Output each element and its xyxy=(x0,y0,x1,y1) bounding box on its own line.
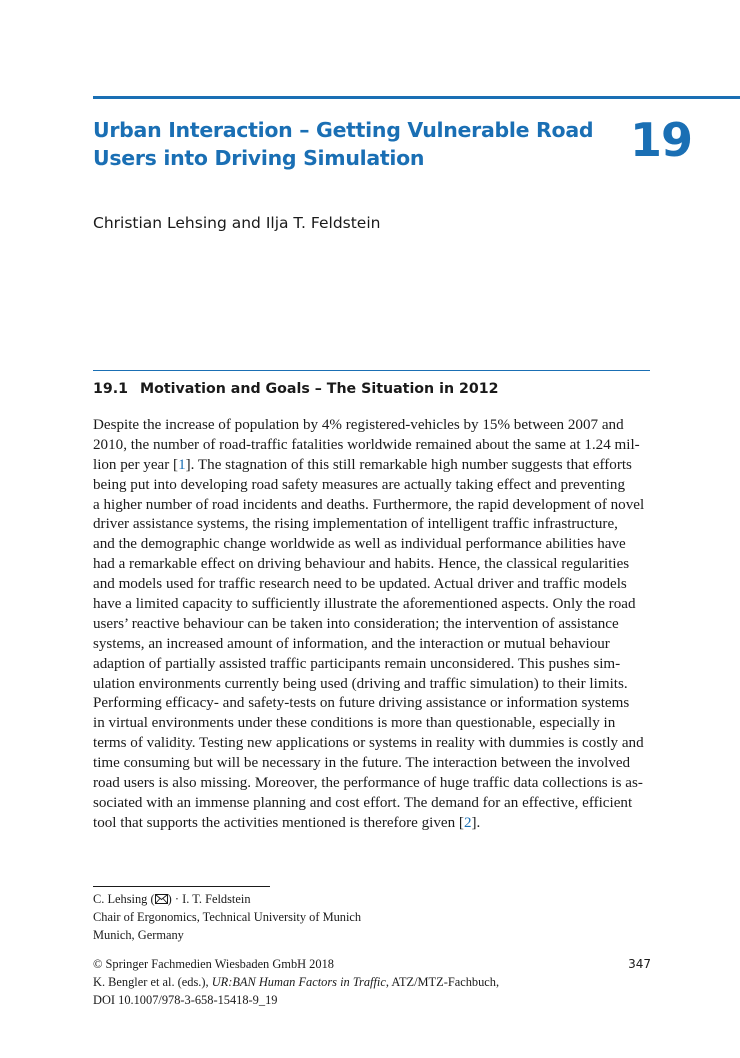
chapter-number: 19 xyxy=(629,113,692,167)
author-footnote xyxy=(93,890,361,944)
section-heading xyxy=(93,378,498,400)
footnote-author-2: I. T. Feldstein xyxy=(182,892,251,906)
body-line: and models used for traffic research need to be updated. Actual driver and traffic models xyxy=(93,576,627,593)
author-separator: · xyxy=(174,892,180,906)
open-paren: ( xyxy=(150,892,155,906)
body-line xyxy=(93,456,650,476)
book-series: , ATZ/MTZ-Fachbuch, xyxy=(385,975,500,989)
body-line: sociated with an immense planning and cost effort. The demand for an effective, efficient xyxy=(93,794,633,811)
body-line: have a limited capacity to sufficiently illustrate the aforementioned aspects. Only the road xyxy=(93,596,636,613)
body-line: had a remarkable effect on driving behaviour and habits. Hence, the classical regularities xyxy=(93,556,630,573)
section-title: Motivation and Goals – The Situation in 2012 xyxy=(140,381,499,397)
envelope-icon[interactable] xyxy=(155,894,168,904)
body-line: 2010, the number of road-traffic fatalities worldwide remained about the same at 1.24 mil- xyxy=(93,436,640,453)
book-reference xyxy=(93,973,499,991)
citation-link-2[interactable]: 2 xyxy=(463,814,472,831)
page-number: 347 xyxy=(628,957,651,971)
citation-link-1[interactable]: 1 xyxy=(178,456,186,473)
body-line-text: ]. xyxy=(471,814,481,831)
book-editors: K. Bengler et al. (eds.), xyxy=(93,975,212,989)
chapter-title-line-1: Urban Interaction – Getting Vulnerable Road xyxy=(93,118,594,142)
copyright-block xyxy=(93,955,499,1009)
body-line: being put into developing road safety measures are actually taking effect and preventing xyxy=(93,476,626,493)
body-line-text: lion per year [ xyxy=(93,456,179,473)
chapter-authors: Christian Lehsing and Ilja T. Feldstein xyxy=(93,214,381,232)
body-line: systems, an increased amount of information, and the interaction or mutual behaviour xyxy=(93,635,610,652)
body-line: Performing efficacy- and safety-tests on future driving assistance or information systems xyxy=(93,695,630,712)
body-line: Despite the increase of population by 4% registered-vehicles by 15% between 2007 and xyxy=(93,417,624,433)
body-line: and the demographic change worldwide as well as individual performance abilities have xyxy=(93,536,626,553)
footnote-affiliation: Chair of Ergonomics, Technical University of Munich xyxy=(93,910,362,924)
body-line: adaption of partially assisted traffic participants remain unconsidered. This pushes sim- xyxy=(93,655,621,672)
body-line: road users is also missing. Moreover, the performance of huge traffic data collections is as- xyxy=(93,775,643,792)
body-line: in virtual environments under these conditions is more than questionable, especially in xyxy=(93,715,616,732)
chapter-title-line-2: Users into Driving Simulation xyxy=(93,146,425,170)
section-number: 19.1 xyxy=(93,381,129,397)
body-line: time consuming but will be necessary in the future. The interaction between the involved xyxy=(93,755,631,772)
close-paren: ) xyxy=(167,892,172,906)
chapter-title xyxy=(93,116,613,172)
footnote-authors xyxy=(93,890,361,908)
body-paragraph xyxy=(93,416,650,834)
body-line: a higher number of road incidents and deaths. Furthermore, the rapid development of novel xyxy=(93,496,645,513)
chapter-top-rule xyxy=(93,96,740,99)
section-rule xyxy=(93,370,650,371)
body-line xyxy=(93,814,650,834)
footnote-location: Munich, Germany xyxy=(93,928,184,942)
body-line: driver assistance systems, the rising implementation of intelligent traffic infrastructure, xyxy=(93,516,618,533)
footnote-rule xyxy=(93,886,270,887)
body-line-text: tool that supports the activities mentioned is therefore given [ xyxy=(93,814,464,831)
footnote-author-1: C. Lehsing xyxy=(93,892,148,906)
body-line: users’ reactive behaviour can be taken into consideration; the intervention of assistance xyxy=(93,615,619,632)
body-line-text: ]. The stagnation of this still remarkable high number suggests that efforts xyxy=(185,456,632,473)
doi-line: DOI 10.1007/978-3-658-15418-9_19 xyxy=(93,993,278,1007)
book-title: UR:BAN Human Factors in Traffic xyxy=(211,975,386,989)
body-line: terms of validity. Testing new applications or systems in reality with dummies is costly and xyxy=(93,735,644,752)
copyright-line: © Springer Fachmedien Wiesbaden GmbH 2018 xyxy=(93,957,334,971)
body-line: ulation environments currently being used (driving and traffic simulation) to their limits. xyxy=(93,675,628,692)
